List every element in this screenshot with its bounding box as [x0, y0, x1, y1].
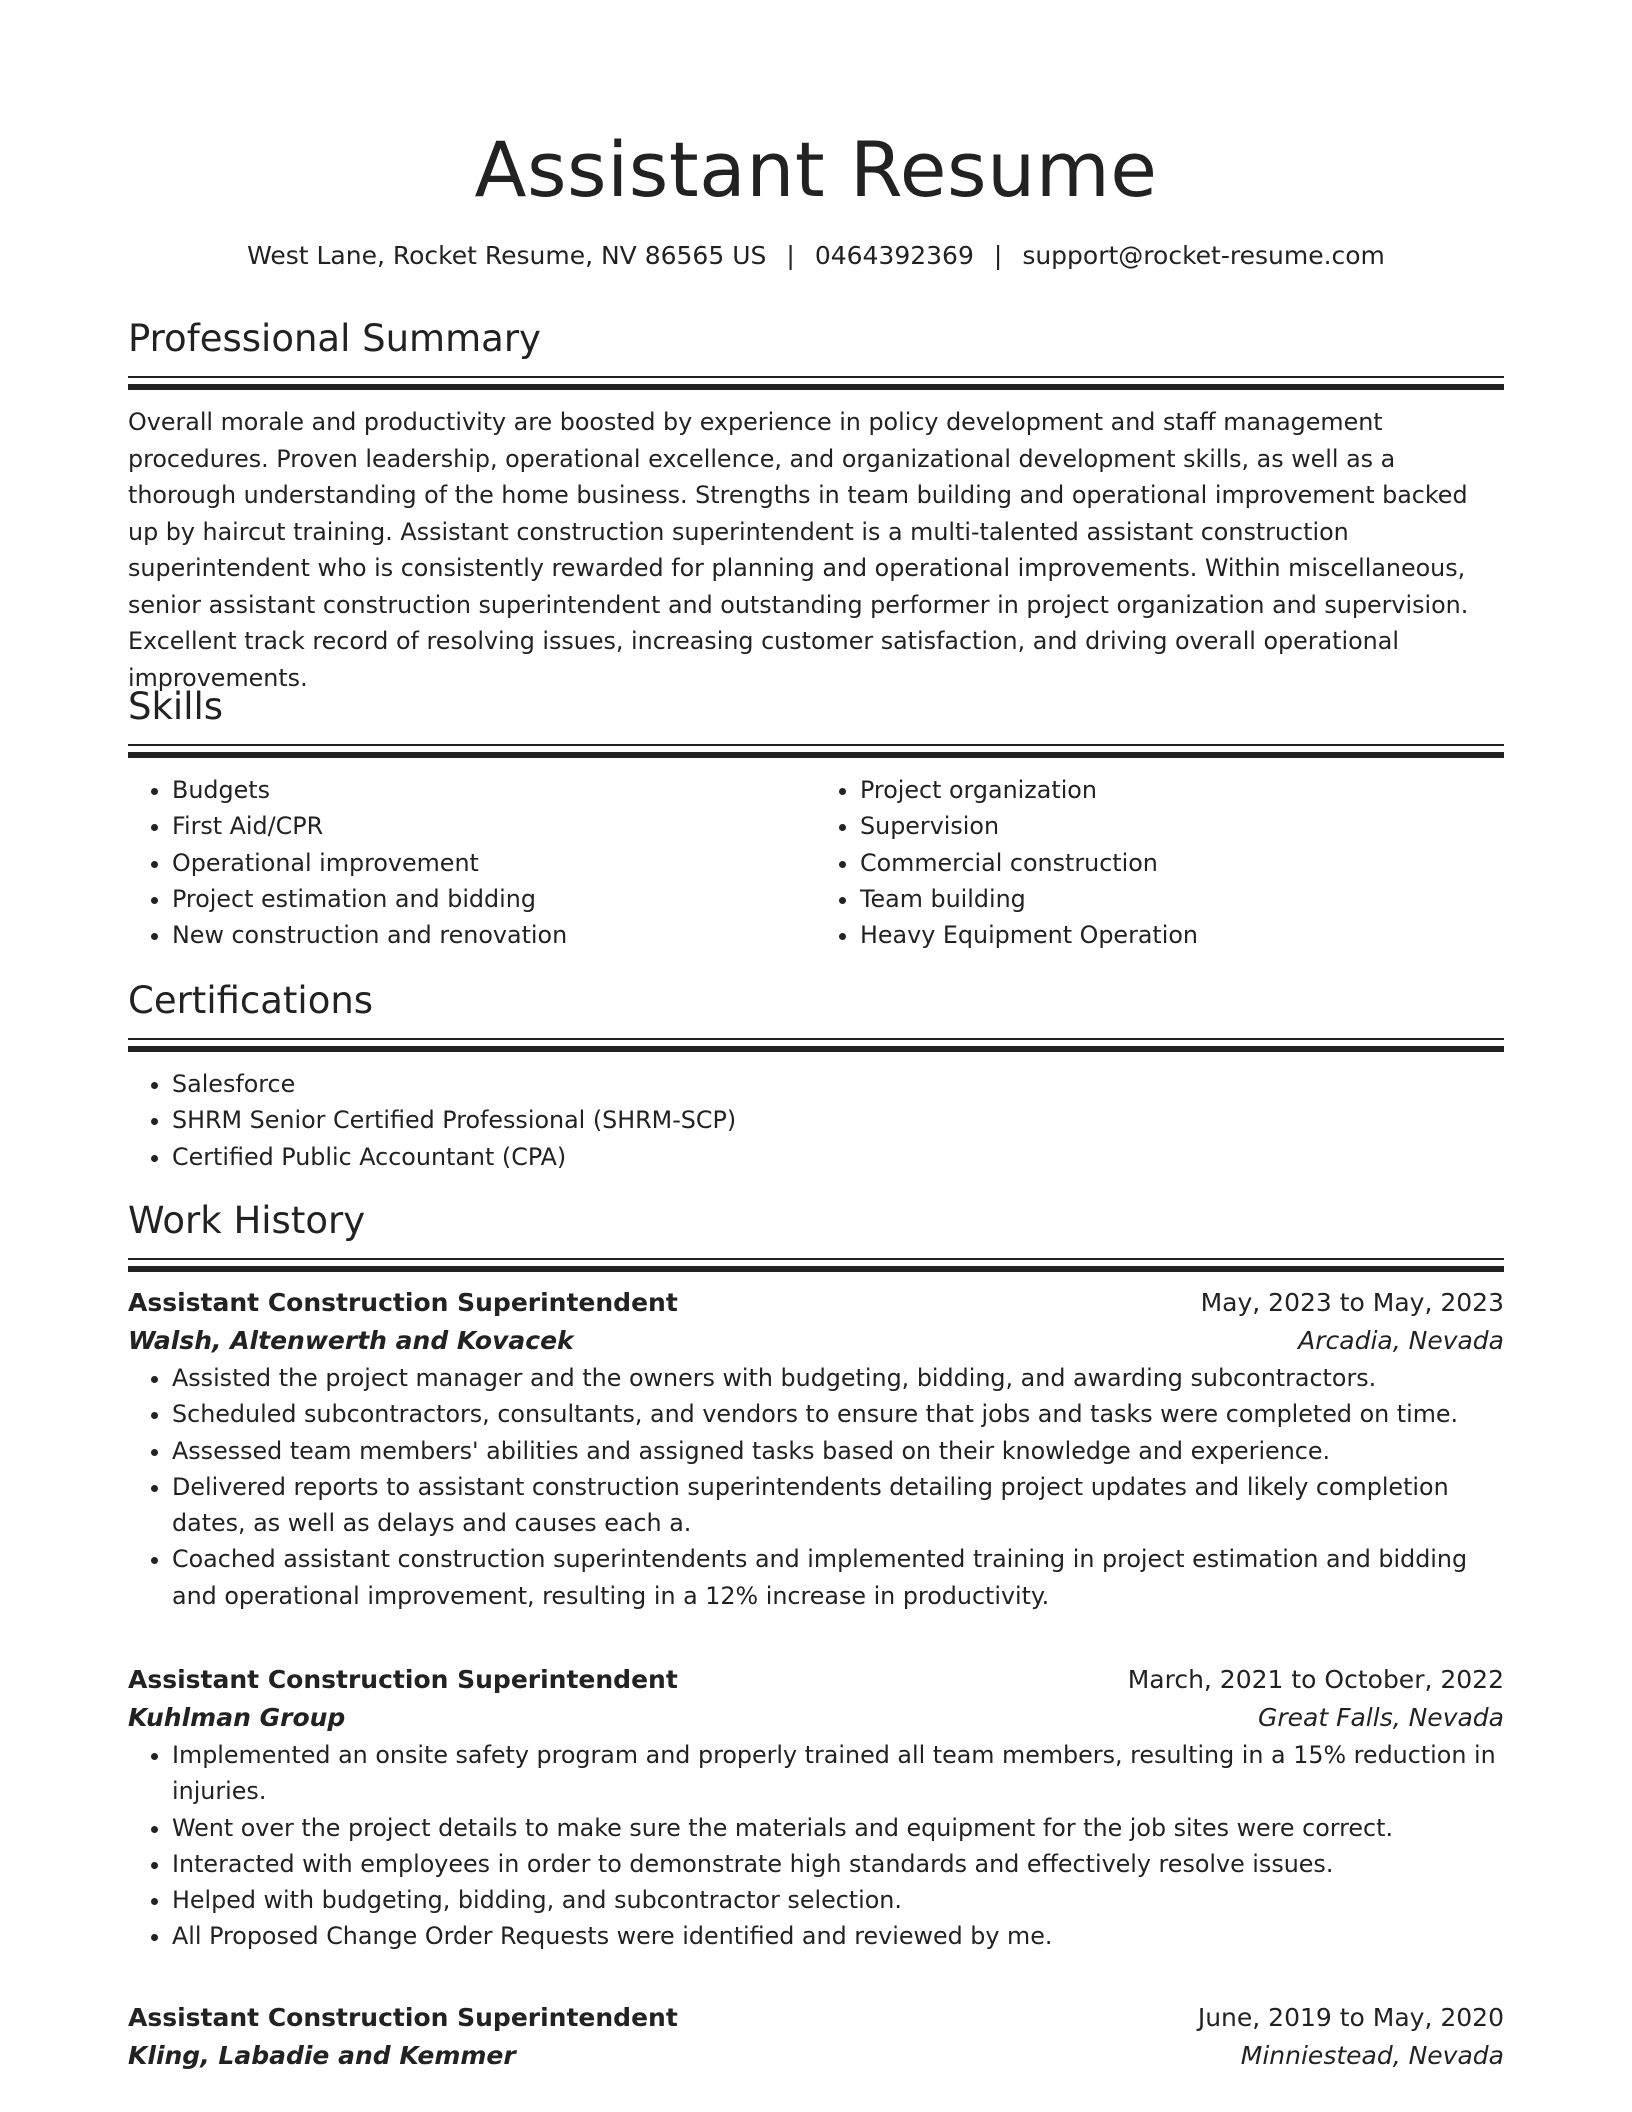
skills-section [128, 682, 1504, 953]
skills-column-right [816, 772, 1504, 953]
certifications-list [128, 1066, 1504, 1175]
contact-separator: | [786, 241, 795, 270]
section-divider [128, 744, 1504, 758]
certification-item: • Salesforce [172, 1066, 1504, 1102]
skill-item: • Supervision [860, 808, 1504, 844]
certifications-heading: Certifications [128, 979, 374, 1022]
job-company: Kuhlman Group [128, 1703, 346, 1732]
skills-column-left [128, 772, 816, 953]
work-history-heading: Work History [128, 1199, 366, 1242]
certifications-section [128, 976, 1504, 1175]
skill-item: • New construction and renovation [172, 917, 816, 953]
job-location: Arcadia, Nevada [1298, 1326, 1504, 1355]
job-duty: • Assessed team members' abilities and assigned tasks based on their knowledge and experience. [172, 1433, 1504, 1469]
section-divider [128, 1258, 1504, 1272]
job-duty: • Went over the project details to make sure the materials and equipment for the job sites were correct. [172, 1810, 1504, 1846]
job-duty: • Scheduled subcontractors, consultants, and vendors to ensure that jobs and tasks were completed on time. [172, 1396, 1504, 1432]
skill-item: • Project organization [860, 772, 1504, 808]
section-divider [128, 1038, 1504, 1052]
job-dates: May, 2023 to May, 2023 [1200, 1288, 1504, 1317]
work-history-section [128, 1196, 1504, 1272]
contact-separator: | [993, 241, 1003, 270]
job-location: Minniestead, Nevada [1240, 2041, 1504, 2070]
skill-item: • Heavy Equipment Operation [860, 917, 1504, 953]
contact-phone: 0464392369 [814, 241, 974, 270]
job-duty: • Helped with budgeting, bidding, and subcontractor selection. [172, 1882, 1504, 1918]
skill-item: • Project estimation and bidding [172, 881, 816, 917]
resume-title: Assistant Resume [474, 125, 1158, 214]
job-dates: March, 2021 to October, 2022 [1127, 1665, 1504, 1694]
summary-text: Overall morale and productivity are boosted by experience in policy development and staff management procedures. Proven leadership, operational excellence, and organizational development skills, as well as a thorough understanding of the home business. Strengths in team building and operational improvement backed up by haircut training. Assistant construction superintendent is a multi-talented assistant construction superintendent who is consistently rewarded for planning and operational improvements. Within miscellaneous, senior assistant construction superintendent and outstanding performer in project organization and supervision. Excellent track record of resolving issues, increasing customer satisfaction, and driving overall operational improvements. [128, 408, 1469, 692]
job-duty: • All Proposed Change Order Requests were identified and reviewed by me. [172, 1918, 1504, 1954]
job-title: Assistant Construction Superintendent [128, 2003, 678, 2032]
contact-address: West Lane, Rocket Resume, NV 86565 US [247, 241, 767, 270]
certification-item: • SHRM Senior Certified Professional (SHRM-SCP) [172, 1102, 1504, 1138]
job-duty: • Delivered reports to assistant construction superintendents detailing project updates and likely completion dates, as well as delays and causes each a. [172, 1469, 1504, 1542]
job-entry [128, 1661, 1504, 1955]
job-title: Assistant Construction Superintendent [128, 1665, 678, 1694]
job-title: Assistant Construction Superintendent [128, 1288, 678, 1317]
skill-item: • Team building [860, 881, 1504, 917]
job-duty: • Coached assistant construction superintendents and implemented training in project estimation and bidding and operational improvement, resulting in a 12% increase in productivity. [172, 1541, 1504, 1614]
job-duty: • Assisted the project manager and the owners with budgeting, bidding, and awarding subcontractors. [172, 1360, 1504, 1396]
summary-section [128, 314, 1504, 696]
job-dates: June, 2019 to May, 2020 [1197, 2003, 1504, 2032]
job-company: Walsh, Altenwerth and Kovacek [128, 1326, 574, 1355]
skills-heading: Skills [128, 685, 224, 728]
skill-item: • First Aid/CPR [172, 808, 816, 844]
job-duty: • Interacted with employees in order to demonstrate high standards and effectively resolve issues. [172, 1846, 1504, 1882]
certification-item: • Certified Public Accountant (CPA) [172, 1139, 1504, 1175]
skills-list [128, 772, 1504, 953]
summary-heading: Professional Summary [128, 317, 541, 360]
job-company: Kling, Labadie and Kemmer [128, 2041, 516, 2070]
skill-item: • Operational improvement [172, 845, 816, 881]
contact-email: support@rocket-resume.com [1022, 241, 1385, 270]
section-divider [128, 376, 1504, 390]
job-entry [128, 1999, 1504, 2075]
contact-line [128, 236, 1504, 276]
job-location: Great Falls, Nevada [1258, 1703, 1504, 1732]
job-entry [128, 1284, 1504, 1614]
job-duties-list [128, 1737, 1504, 1955]
job-duty: • Implemented an onsite safety program and properly trained all team members, resulting in a 15% reduction in injuries. [172, 1737, 1504, 1810]
job-duties-list [128, 1360, 1504, 1614]
skill-item: • Commercial construction [860, 845, 1504, 881]
skill-item: • Budgets [172, 772, 816, 808]
